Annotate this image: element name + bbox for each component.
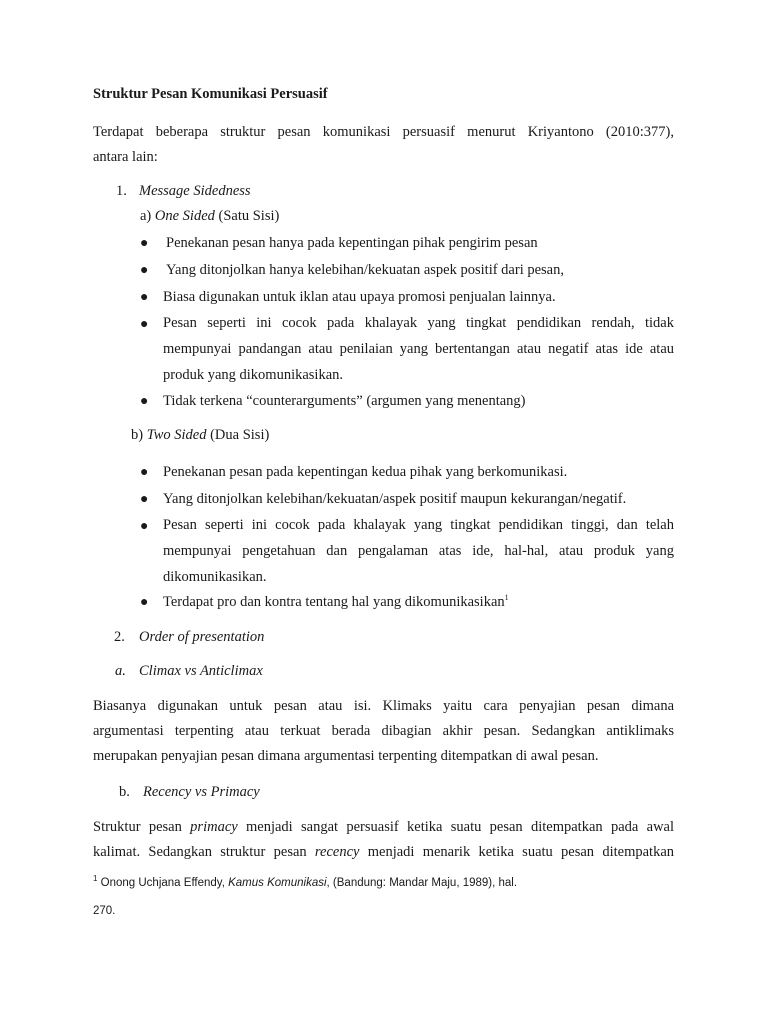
bullet-dot: ● bbox=[140, 394, 149, 409]
list-item: Penekanan pesan pada kepentingan kedua pihak yang berkomunikasi. bbox=[163, 464, 568, 480]
list-item: Tidak terkena “counterarguments” (argumen yang menentang) bbox=[163, 393, 526, 409]
page-title: Struktur Pesan Komunikasi Persuasif bbox=[93, 86, 328, 102]
intro-line-1: Terdapat beberapa struktur pesan komunikasi persuasif menurut Kriyantono (2010:377), bbox=[93, 124, 674, 140]
document-page bbox=[93, 0, 674, 1024]
list-item: Biasa digunakan untuk iklan atau upaya promosi penjualan lainnya. bbox=[163, 289, 556, 305]
bullet-dot: ● bbox=[140, 236, 149, 251]
paragraph-climax-line-1: Biasanya digunakan untuk pesan atau isi. Klimaks yaitu cara penyajian pesan dimana bbox=[93, 698, 674, 714]
section-1-number: 1. bbox=[116, 183, 127, 199]
bullet-dot: ● bbox=[140, 290, 149, 305]
paragraph-recency-line-1: Struktur pesan primacy menjadi sangat persuasif ketika suatu pesan ditempatkan pada awal bbox=[93, 819, 675, 835]
paragraph-climax-line-3: merupakan penyajian pesan dimana argumentasi terpenting ditempatkan di awal pesan. bbox=[93, 748, 599, 764]
bullet-dot: ● bbox=[140, 263, 149, 278]
subsection-2b-label: b. bbox=[119, 784, 130, 800]
footnote-ref: 1 bbox=[504, 593, 509, 603]
list-item: Pesan seperti ini cocok pada khalayak yang tingkat pendidikan rendah, tidak mempunyai pandangan atau penilaian yang bertentangan atau negatif atas ide atau produk yang dikomunikasikan. bbox=[163, 315, 674, 383]
list-item: Terdapat pro dan kontra tentang hal yang dikomunikasikan$^1$ bbox=[163, 593, 509, 610]
bullet-dot: ● bbox=[140, 519, 149, 534]
section-2-number: 2. bbox=[114, 629, 125, 645]
bullet-dot: ● bbox=[140, 492, 149, 507]
subsection-2a-label: a. bbox=[115, 663, 126, 679]
bullet-dot: ● bbox=[140, 465, 149, 480]
bullet-dot: ● bbox=[140, 595, 149, 610]
subsection-2a-heading: Climax vs Anticlimax bbox=[139, 663, 263, 679]
paragraph-recency-line-2: kalimat. Sedangkan struktur pesan recency menjadi menarik ketika suatu pesan ditempatkan bbox=[93, 844, 674, 860]
subsection-1a-heading: a) One Sided (Satu Sisi) bbox=[140, 208, 280, 224]
subsection-1b-heading: b) Two Sided (Dua Sisi) bbox=[131, 427, 270, 443]
intro-line-2: antara lain: bbox=[93, 149, 158, 165]
list-item: Yang ditonjolkan hanya kelebihan/kekuatan aspek positif dari pesan, bbox=[166, 262, 564, 278]
list-item: Pesan seperti ini cocok pada khalayak yang tingkat pendidikan tinggi, dan telah mempunyai pengetahuan dan pengalaman atas ide, hal-hal, atau produk yang dikomunikasikan. bbox=[163, 517, 674, 585]
subsection-2b-heading: Recency vs Primacy bbox=[143, 784, 260, 800]
section-2-heading: Order of presentation bbox=[139, 629, 265, 645]
bullet-dot: ● bbox=[140, 317, 149, 332]
list-item: Yang ditonjolkan kelebihan/kekuatan/aspek positif maupun kekurangan/negatif. bbox=[163, 491, 627, 507]
footnote-number: 1 bbox=[93, 874, 98, 884]
section-1-heading: Message Sidedness bbox=[139, 183, 251, 199]
footnote-page: 270. bbox=[93, 905, 116, 917]
footnote: $^1$ Onong Uchjana Effendy, Kamus Komunikasi, (Bandung: Mandar Maju, 1989), hal. bbox=[93, 874, 518, 889]
paragraph-climax-line-2: argumentasi terpenting atau terkuat berada dibagian akhir pesan. Sedangkan antiklimaks bbox=[93, 723, 674, 739]
list-item: Penekanan pesan hanya pada kepentingan pihak pengirim pesan bbox=[166, 235, 538, 251]
